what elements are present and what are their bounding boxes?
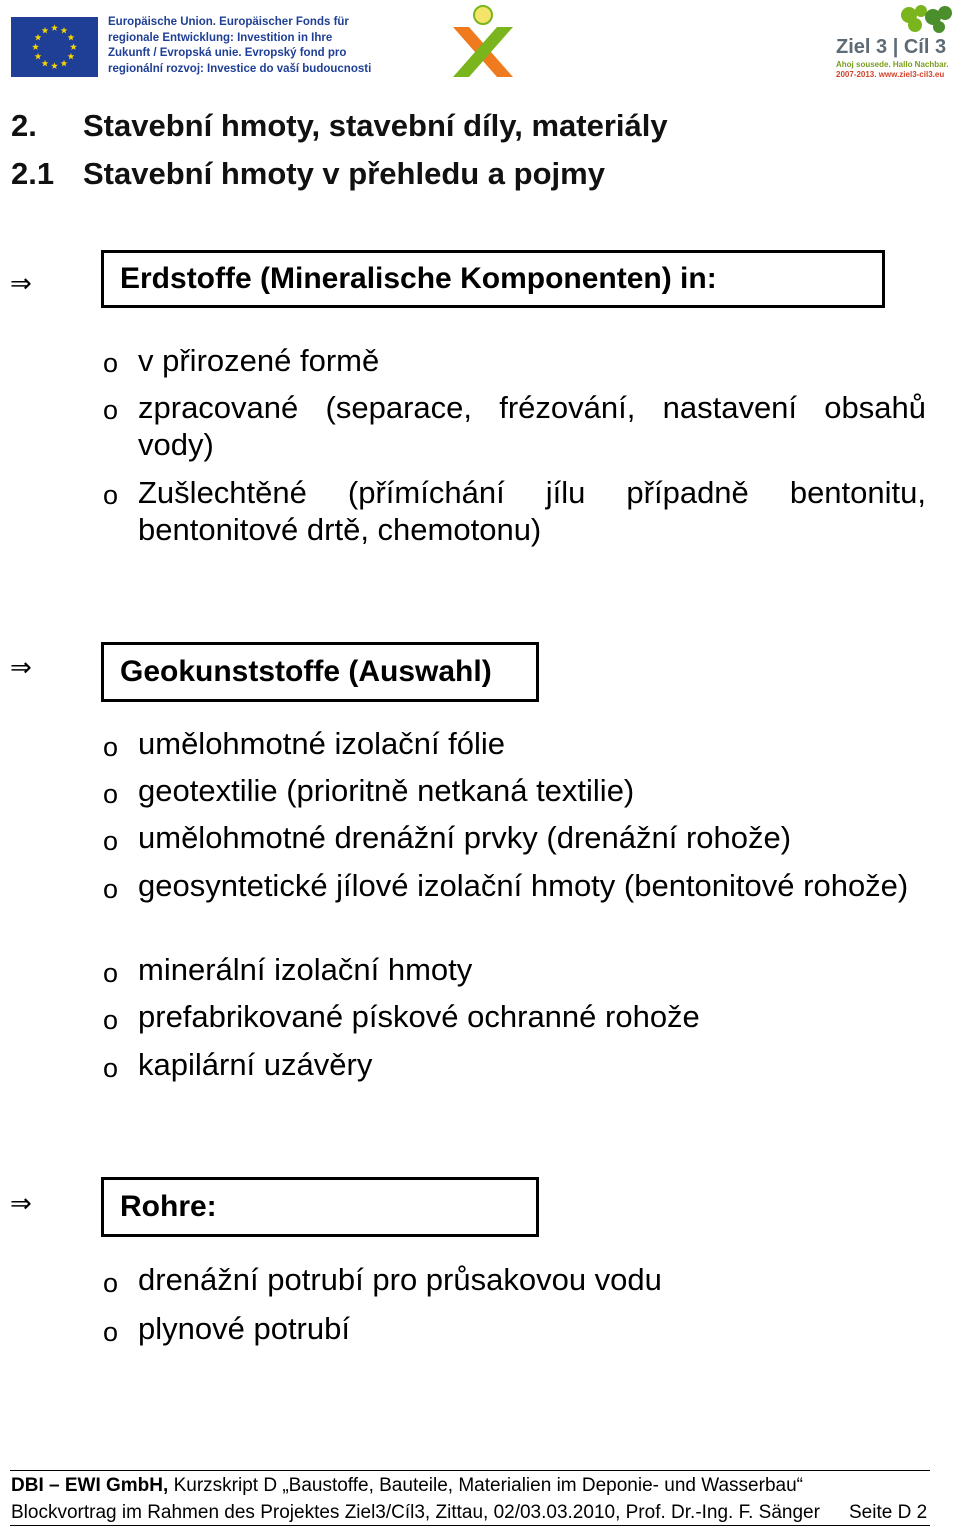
implies-arrow-icon: ⇒: [10, 1188, 32, 1218]
list-item: zpracované (separace, frézování, nastavení obsahů vody): [138, 390, 926, 462]
footer-company: DBI – EWI GmbH,: [11, 1475, 169, 1496]
implies-arrow-icon: ⇒: [10, 652, 32, 682]
eu-text-line: Europäische Union. Europäischer Fonds für: [108, 16, 349, 28]
ziel3-slogan: Ahoj sousede. Hallo Nachbar.: [836, 60, 949, 69]
section-number: 2.1: [11, 156, 55, 191]
bullet-marker: o: [103, 1053, 119, 1083]
list-item: umělohmotné drenážní prvky (drenážní rohože): [138, 820, 792, 855]
eu-text-line: regionální rozvoj: Investice do vaší budoucnosti: [108, 62, 372, 75]
list-item: Zušlechtěné (přímíchání jílu případně bentonitu, bentonitové drtě, chemotonu): [138, 475, 926, 547]
section-box-title: Geokunststoffe (Auswahl): [120, 655, 492, 688]
list-item: drenážní potrubí pro průsakovou vodu: [138, 1262, 662, 1297]
bullet-marker: o: [103, 958, 119, 988]
bullet-marker: o: [103, 480, 119, 510]
list-item: v přirozené formě: [138, 343, 380, 378]
footer-divider: [10, 1470, 930, 1471]
x-project-logo: [447, 3, 519, 79]
eu-text-line: regionale Entwicklung: Investition in Ihre: [108, 31, 333, 44]
footer-course-title: Kurzskript D „Baustoffe, Bauteile, Materialien im Deponie- und Wasserbau“: [168, 1475, 803, 1496]
section-box-erdstoffe: [101, 250, 885, 308]
bullet-marker: o: [103, 732, 119, 762]
implies-arrow-icon: ⇒: [10, 268, 32, 298]
ziel3-url: 2007-2013. www.ziel3-cil3.eu: [836, 70, 945, 79]
list-item: geosyntetické jílové izolační hmoty (bentonitové rohože): [138, 868, 909, 903]
bullet-marker: o: [103, 395, 119, 425]
list-item: kapilární uzávěry: [138, 1047, 373, 1082]
list-item: geotextilie (prioritně netkaná textilie): [138, 773, 635, 808]
eu-flag-logo: [11, 17, 98, 77]
section-box-rohre: [101, 1177, 539, 1237]
section-box-geokunststoffe: [101, 642, 539, 702]
bullet-marker: o: [103, 348, 119, 378]
bullet-marker: o: [103, 779, 119, 809]
list-item: umělohmotné izolační fólie: [138, 726, 506, 761]
footer-bottom-divider: [10, 1525, 930, 1526]
footer-lecture-line: Blockvortrag im Rahmen des Projektes Ziel3/Cíl3, Zittau, 02/03.03.2010, Prof. Dr.-Ing. F. Sänger: [11, 1502, 820, 1523]
section-box-title: Rohre:: [120, 1190, 217, 1223]
footer-course-line: [11, 1475, 803, 1497]
bullet-marker: o: [103, 1268, 119, 1298]
bullet-marker: o: [103, 826, 119, 856]
eu-text-line: Zukunft / Evropská unie. Evropský fond pro: [108, 47, 347, 59]
bullet-marker: o: [103, 1005, 119, 1035]
list-item: prefabrikované pískové ochranné rohože: [138, 999, 700, 1034]
chapter-title: Stavební hmoty, stavební díly, materiály: [83, 108, 668, 143]
list-item: plynové potrubí: [138, 1311, 350, 1346]
list-item: minerální izolační hmoty: [138, 952, 473, 987]
eu-funding-text: [108, 15, 378, 77]
bullet-marker: o: [103, 874, 119, 904]
ziel3-title: Ziel 3 | Cíl 3: [836, 36, 947, 58]
section-title: Stavební hmoty v přehledu a pojmy: [83, 156, 605, 191]
chapter-number: 2.: [11, 108, 37, 143]
section-box-title: Erdstoffe (Mineralische Komponenten) in:: [120, 262, 717, 295]
bullet-marker: o: [103, 1317, 119, 1347]
page-number: Seite D 2: [849, 1502, 928, 1523]
